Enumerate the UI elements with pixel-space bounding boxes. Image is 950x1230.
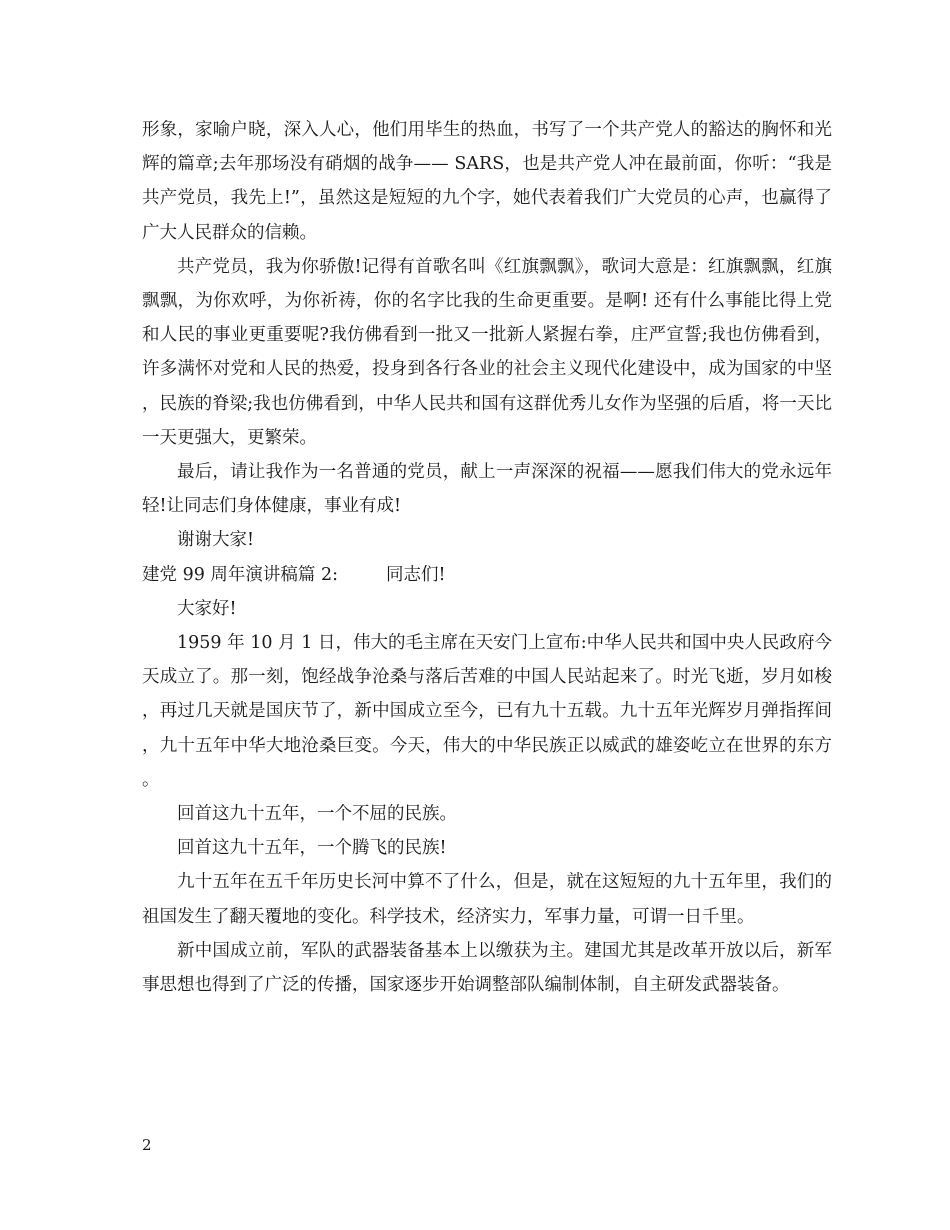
paragraph-continuation: 形象，家喻户晓，深入人心，他们用毕生的热血，书写了一个共产党人的豁达的胸怀和光辉的篇章;去年那场没有硝烟的战争—— SARS，也是共产党人冲在最前面，你听：“我是共产党员，我先上!”，虽然这是短短的九个字，她代表着我们广大党员的心声，也赢得了广大人民群众的信赖。: [142, 120, 832, 243]
page-number: 2: [142, 1136, 152, 1154]
paragraph-closing-wish: 最后，请让我作为一名普通的党员，献上一声深深的祝福——愿我们伟大的党永远年轻!让同志们身体健康，事业有成!: [142, 462, 832, 517]
paragraph-thanks: 谢谢大家!: [177, 530, 255, 551]
paragraph-proud-of-party: 共产党员，我为你骄傲!记得有首歌名叫《红旗飘飘》，歌词大意是：红旗飘飘，红旗飘飘，为你欢呼，为你祈祷，你的名字比我的生命更重要。是啊! 还有什么事能比得上党和人民的事业更重要呢?我仿佛看到一批又一批新人紧握右拳，庄严宣誓;我也仿佛看到，许多满怀对党和人民的热爱，投身到各行各业的社会主义现代化建设中，成为国家的中坚，民族的脊梁;我也仿佛看到，中华人民共和国有这群优秀儿女作为坚强的后盾，将一天比一天更强大，更繁荣。: [142, 256, 832, 448]
paragraph-founding: 1959 年 10 月 1 日，伟大的毛主席在天安门上宣布:中华人民共和国中央人民政府今天成立了。那一刻，饱经战争沧桑与落后苦难的中国人民站起来了。时光飞逝，岁月如梭，再过几天就是国庆节了，新中国成立至今，已有九十五载。九十五年光辉岁月弹指挥间，九十五年中华大地沧桑巨变。今天，伟大的中华民族正以威武的雄姿屹立在世界的东方。: [142, 633, 832, 790]
paragraph-hello: 大家好!: [177, 598, 237, 619]
document-body: [142, 113, 832, 1002]
section-title: 建党 99 周年演讲稿篇 2:: [142, 564, 338, 585]
section-heading: [142, 558, 832, 592]
paragraph-military-equipment: 新中国成立前，军队的武器装备基本上以缴获为主。建国尤其是改革开放以后，新军事思想也得到了广泛的传播，国家逐步开始调整部队编制体制，自主研发武器装备。: [142, 940, 832, 996]
paragraph-rising-nation: 回首这九十五年，一个腾飞的民族!: [177, 838, 447, 859]
paragraph-great-changes: 九十五年在五千年历史长河中算不了什么，但是，就在这短短的九十五年里，我们的祖国发生了翻天覆地的变化。科学技术，经济实力，军事力量，可谓一日千里。: [142, 872, 832, 927]
paragraph-unyielding-nation: 回首这九十五年，一个不屈的民族。: [177, 804, 457, 825]
section-greeting: 同志们!: [386, 564, 446, 585]
